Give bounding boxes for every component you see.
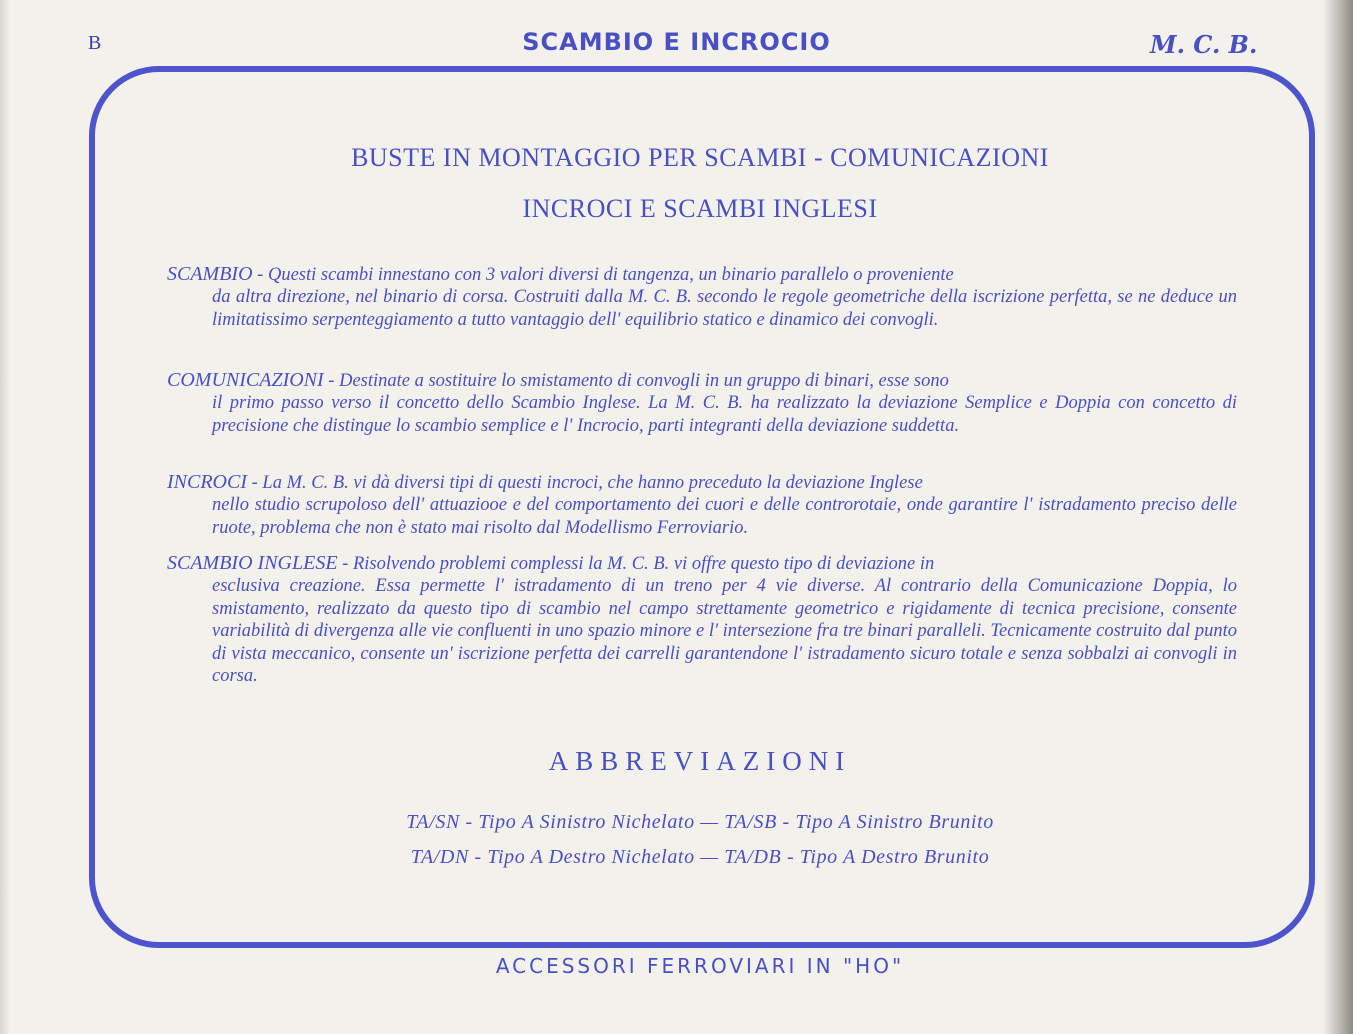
footer-caption: ACCESSORI FERROVIARI IN "HO" xyxy=(495,954,905,978)
section-lead: INCROCI xyxy=(167,471,247,493)
abbreviations-heading: ABBREVIAZIONI xyxy=(548,746,852,776)
section-comunicazioni xyxy=(167,369,1237,437)
section-lead: SCAMBIO xyxy=(167,263,253,285)
running-title: SCAMBIO E INCROCIO xyxy=(522,28,831,56)
main-title-line-1: BUSTE IN MONTAGGIO PER SCAMBI - COMUNICAZIONI xyxy=(351,143,1049,172)
abbreviation-line-1: TA/SN - Tipo A Sinistro Nichelato — TA/SB - Tipo A Sinistro Brunito xyxy=(406,811,994,833)
section-body: da altra direzione, nel binario di corsa. Costruiti dalla M. C. B. secondo le regole geometriche della iscrizione perfetta, se ne deduce un limitatissimo serpenteggiamento a tutto vantaggio dell' equilibrio statico e dinamico dei convogli. xyxy=(212,287,1237,330)
section-lead: COMUNICAZIONI xyxy=(167,369,324,391)
section-body: esclusiva creazione. Essa permette l' istradamento di un treno per 4 vie diverse. Al contrario della Comunicazione Doppia, lo smistamento, realizzato da questo tipo di scambio nel campo strettamente geometrico e rigidamente di tecnica precisione, consente variabilità di divergenza alle vie confluenti in uno spazio minore e l' intersezione fra tre binari paralleli. Tecnicamente costruito dal punto di vista meccanico, consente un' iscrizione perfetta dei carrelli garantendone l' istradamento sicuro totale e senza sobbalzi ai convogli in corsa. xyxy=(212,576,1237,687)
brand-mark: M. C. B. xyxy=(1150,30,1258,59)
section-first-line: - Questi scambi innestano con 3 valori diversi di tangenza, un binario parallelo o proveniente xyxy=(252,265,954,285)
section-incroci xyxy=(167,471,1237,539)
section-scambio xyxy=(167,263,1237,331)
abbreviation-line-2: TA/DN - Tipo A Destro Nichelato — TA/DB - Tipo A Destro Brunito xyxy=(410,846,990,868)
section-body: il primo passo verso il concetto dello Scambio Inglese. La M. C. B. ha realizzato la deviazione Semplice e Doppia con concetto di precisione che distingue lo scambio semplice e l' Incrocio, parti integranti della deviazione suddetta. xyxy=(212,393,1237,436)
section-first-line: - Destinate a sostituire lo smistamento di convogli in un gruppo di binari, esse sono xyxy=(323,371,949,391)
section-first-line: - Risolvendo problemi complessi la M. C. B. vi offre questo tipo di deviazione in xyxy=(337,554,935,574)
main-title-line-2: INCROCI E SCAMBI INGLESI xyxy=(522,194,878,223)
section-first-line: - La M. C. B. vi dà diversi tipi di questi incroci, che hanno preceduto la deviazione Inglese xyxy=(247,473,923,493)
page-letter: B xyxy=(88,32,102,54)
section-lead: SCAMBIO INGLESE xyxy=(167,552,338,574)
section-scambio-inglese xyxy=(167,552,1237,687)
section-body: nello studio scrupoloso dell' attuazioоe e del comportamento dei cuori e delle controrotaie, onde garantire l' istradamento preciso delle ruote, problema che non è stato mai risolto dal Modellismo Ferroviario. xyxy=(212,495,1237,538)
